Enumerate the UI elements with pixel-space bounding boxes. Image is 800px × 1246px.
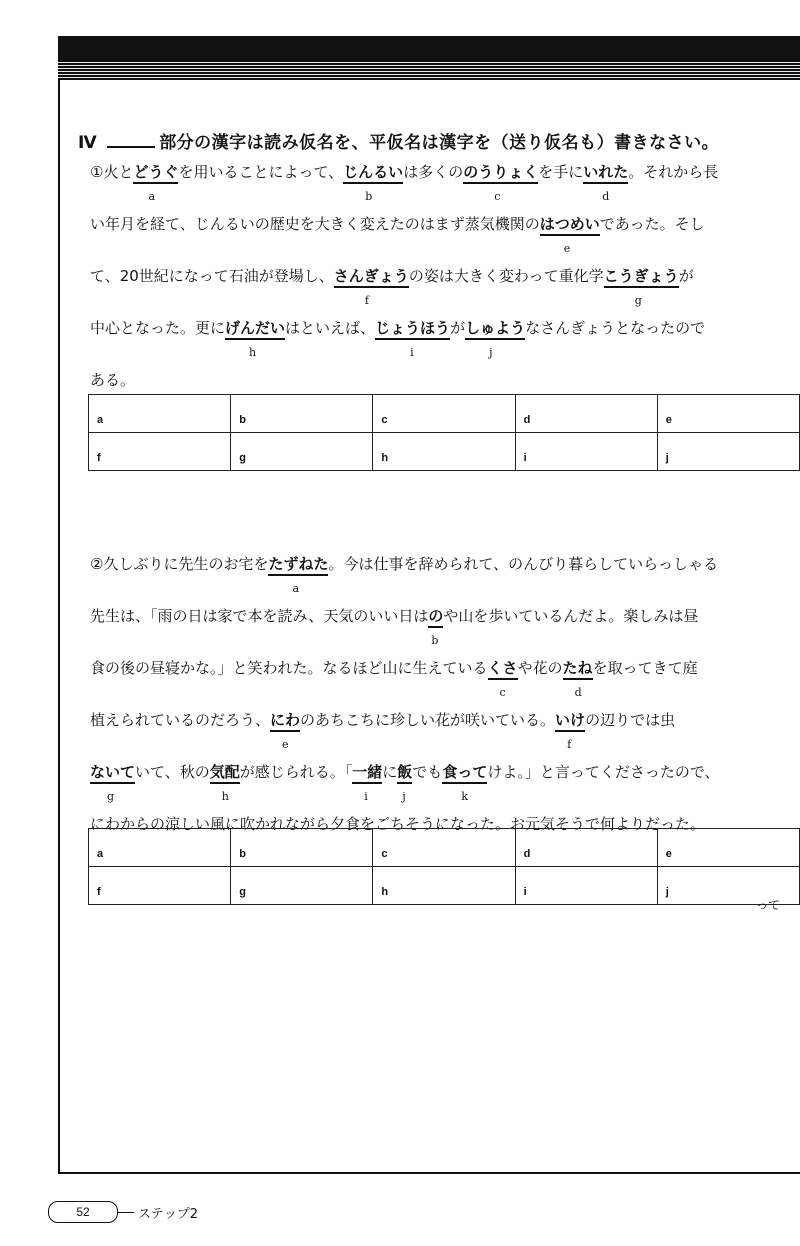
answer-cell[interactable]: b (231, 829, 373, 867)
answer-cell[interactable]: a (89, 395, 231, 433)
target-word: くさ (488, 659, 518, 680)
answer-cell[interactable]: d (515, 395, 657, 433)
passage-1-line-4: 中心となった。更にげんだい h はといえば、じょうほう i がしゅよう j なさんぎょうとなったので (90, 319, 706, 359)
answer-cell[interactable]: a (89, 829, 231, 867)
passage-1-line-1: ①火とどうぐ a を用いることによって、じんるい b は多くののうりょく c を手にいれた d 。それから長 (90, 163, 719, 203)
passage-2-line-4: 植えられているのだろう、にわ e のあちこちに珍しい花が咲いている。いけ f の辺りでは虫 (90, 711, 676, 751)
target-word: たずねた (268, 555, 328, 576)
target-word: げんだい (225, 319, 285, 340)
header-stripes (58, 60, 800, 78)
target-word: じょうほう (375, 319, 450, 340)
target-word: ないて (90, 763, 135, 784)
answer-cell[interactable]: e (657, 829, 799, 867)
answer-cell[interactable]: j (657, 433, 799, 471)
target-word: にわ (270, 711, 300, 732)
answer-cell[interactable]: j (657, 867, 799, 905)
target-word: どうぐ (133, 163, 178, 184)
target-word: さんぎょう (334, 267, 409, 288)
target-word: のうりょく (463, 163, 538, 184)
passage-2-line-2: 先生は、「雨の日は家で本を読み、天気のいい日はの b や山を歩いているんだよ。楽しみは昼 (90, 607, 699, 647)
passage-1-line-3: て、20世紀になって石油が登場し、さんぎょう f の姿は大きく変わって重化学こうぎょう g が (90, 267, 694, 307)
target-word: たね (563, 659, 593, 680)
target-word: いれた (583, 163, 628, 184)
target-word: の (428, 607, 443, 628)
passage-2-line-6: にわからの涼しい風に吹かれながら夕食をごちそうになった。お元気そうで何よりだった。 (90, 815, 706, 833)
answer-cell[interactable]: b (231, 395, 373, 433)
answer-cell[interactable]: h (373, 433, 515, 471)
target-word: 食って (442, 763, 487, 784)
target-word: 飯 (397, 763, 412, 784)
answer-row (89, 867, 800, 905)
target-word: こうぎょう (604, 267, 679, 288)
page-number-badge: 52 (48, 1201, 118, 1223)
answer-cell[interactable]: g (231, 867, 373, 905)
target-word: いけ (555, 711, 585, 732)
passage-1-line-5: ある。 (90, 371, 136, 389)
target-word: 一緒 (352, 763, 382, 784)
footer-connector (118, 1212, 134, 1213)
passage-2-line-5: ないて g いて、秋の気配 h が感じられる。「一緒 i に飯 j でも食って k けよ。」と言ってくださったので、 (90, 763, 720, 803)
section-instruction: 部分の漢字は読み仮名を、平仮名は漢字を（送り仮名も）書きなさい。 (159, 133, 720, 153)
step-label: ステップ2 (138, 1207, 199, 1222)
target-word: じんるい (343, 163, 403, 184)
answer-cell[interactable]: f (89, 867, 231, 905)
passage-1-line-2: い年月を経て、じんるいの歴史を大きく変えたのはまず蒸気機関のはつめい e であった。そし (90, 215, 705, 255)
answer-table-2 (88, 828, 800, 905)
answer-row (89, 829, 800, 867)
answer-cell[interactable]: c (373, 395, 515, 433)
answer-cell[interactable]: d (515, 829, 657, 867)
answer-table-1 (88, 394, 800, 471)
section-number: Ⅳ (78, 133, 98, 153)
answer-cell[interactable]: i (515, 867, 657, 905)
answer-cell[interactable]: c (373, 829, 515, 867)
answer-cell[interactable]: f (89, 433, 231, 471)
answer-row (89, 433, 800, 471)
passage-2-line-1: ②久しぶりに先生のお宅をたずねた a 。今は仕事を辞められて、のんびり暮らしていらっしゃる (90, 555, 719, 595)
target-word: しゅよう (465, 319, 525, 340)
passage-1 (90, 146, 790, 406)
answer-cell[interactable]: e (657, 395, 799, 433)
answer-cell[interactable]: g (231, 433, 373, 471)
target-word: 気配 (210, 763, 240, 784)
answer-cell[interactable]: h (373, 867, 515, 905)
target-word: はつめい (540, 215, 600, 236)
handwritten-note: って (756, 898, 781, 912)
answer-row (89, 395, 800, 433)
passage-2-line-3: 食の後の昼寝かな。」と笑われた。なるほど山に生えているくさ c や花のたね d を取ってきて庭 (90, 659, 698, 699)
answer-cell[interactable]: i (515, 433, 657, 471)
passage-2 (90, 538, 790, 850)
